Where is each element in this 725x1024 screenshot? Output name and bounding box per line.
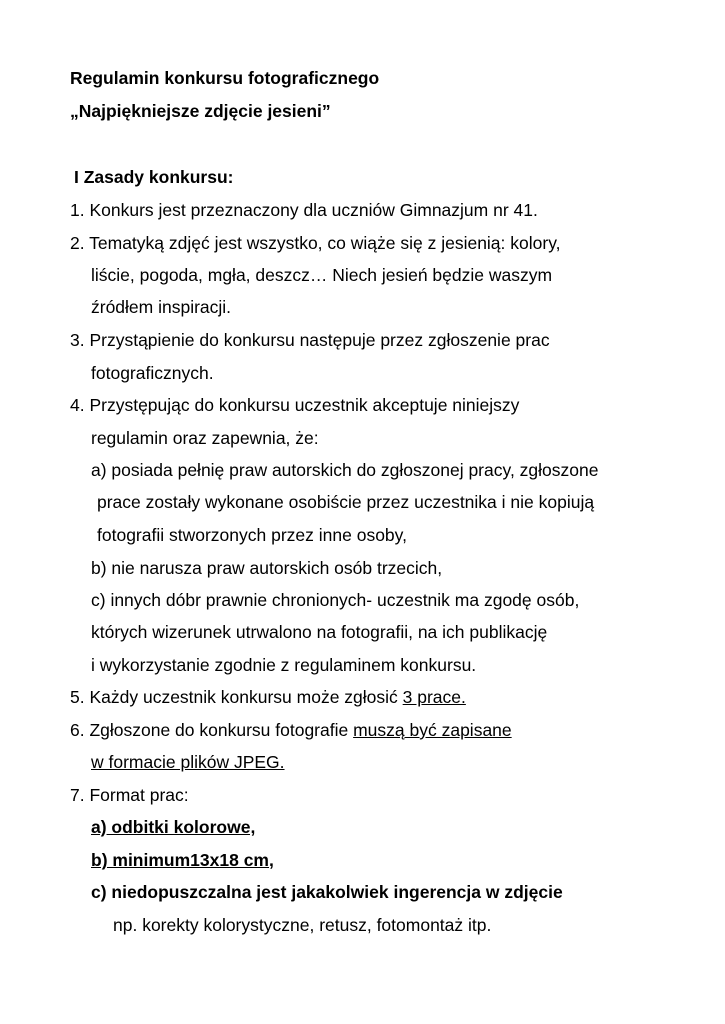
rule-5: [70, 686, 466, 708]
rule-4c-line-2: których wizerunek utrwalono na fotografii, na ich publikację: [91, 622, 548, 642]
rule-6-line-2: w formacie plików JPEG.: [91, 752, 285, 772]
rule-4c-line-3: i wykorzystanie zgodnie z regulaminem konkursu.: [91, 655, 477, 675]
rule-4a-line-3: fotografii stworzonych przez inne osoby,: [97, 525, 407, 545]
document-title: Regulamin konkursu fotograficznego: [70, 68, 380, 88]
rule-6-underlined: muszą być zapisane: [353, 720, 512, 740]
rule-2-line-2: liście, pogoda, mgła, deszcz… Niech jesień będzie waszym: [91, 265, 553, 285]
rule-7b: b) minimum13x18 cm,: [91, 850, 274, 870]
rule-4a-line-2: prace zostały wykonane osobiście przez uczestnika i nie kopiują: [97, 492, 595, 512]
rule-3-line-2: fotograficznych.: [91, 363, 214, 383]
rule-5-underlined: 3 prace.: [402, 687, 466, 707]
rule-6-text: 6. Zgłoszone do konkursu fotografie: [70, 720, 354, 740]
section-heading: I Zasady konkursu:: [74, 167, 234, 187]
rule-5-text: 5. Każdy uczestnik konkursu może zgłosić: [70, 687, 403, 707]
rule-4b: b) nie narusza praw autorskich osób trzecich,: [91, 558, 443, 578]
rule-7a: a) odbitki kolorowe,: [91, 817, 256, 837]
rule-7: 7. Format prac:: [70, 785, 189, 805]
rule-2-line-3: źródłem inspiracji.: [91, 297, 232, 317]
rule-1: 1. Konkurs jest przeznaczony dla uczniów Gimnazjum nr 41.: [70, 200, 538, 220]
rule-4c-line-1: c) innych dóbr prawnie chronionych- uczestnik ma zgodę osób,: [91, 590, 580, 610]
rule-3-line-1: 3. Przystąpienie do konkursu następuje przez zgłoszenie prac: [70, 330, 550, 350]
rule-4a-line-1: a) posiada pełnię praw autorskich do zgłoszonej pracy, zgłoszone: [91, 460, 599, 480]
rule-4-line-1: 4. Przystępując do konkursu uczestnik akceptuje niniejszy: [70, 395, 520, 415]
rule-7c-line-1: c) niedopuszczalna jest jakakolwiek ingerencja w zdjęcie: [91, 882, 563, 902]
rule-6-line-1: [70, 719, 512, 741]
rule-2-line-1: 2. Tematyką zdjęć jest wszystko, co wiąże się z jesienią: kolory,: [70, 233, 561, 253]
rule-7c-line-2: np. korekty kolorystyczne, retusz, fotomontaż itp.: [113, 915, 492, 935]
rule-4-line-2: regulamin oraz zapewnia, że:: [91, 428, 319, 448]
document-subtitle: „Najpiękniejsze zdjęcie jesieni”: [70, 101, 331, 121]
